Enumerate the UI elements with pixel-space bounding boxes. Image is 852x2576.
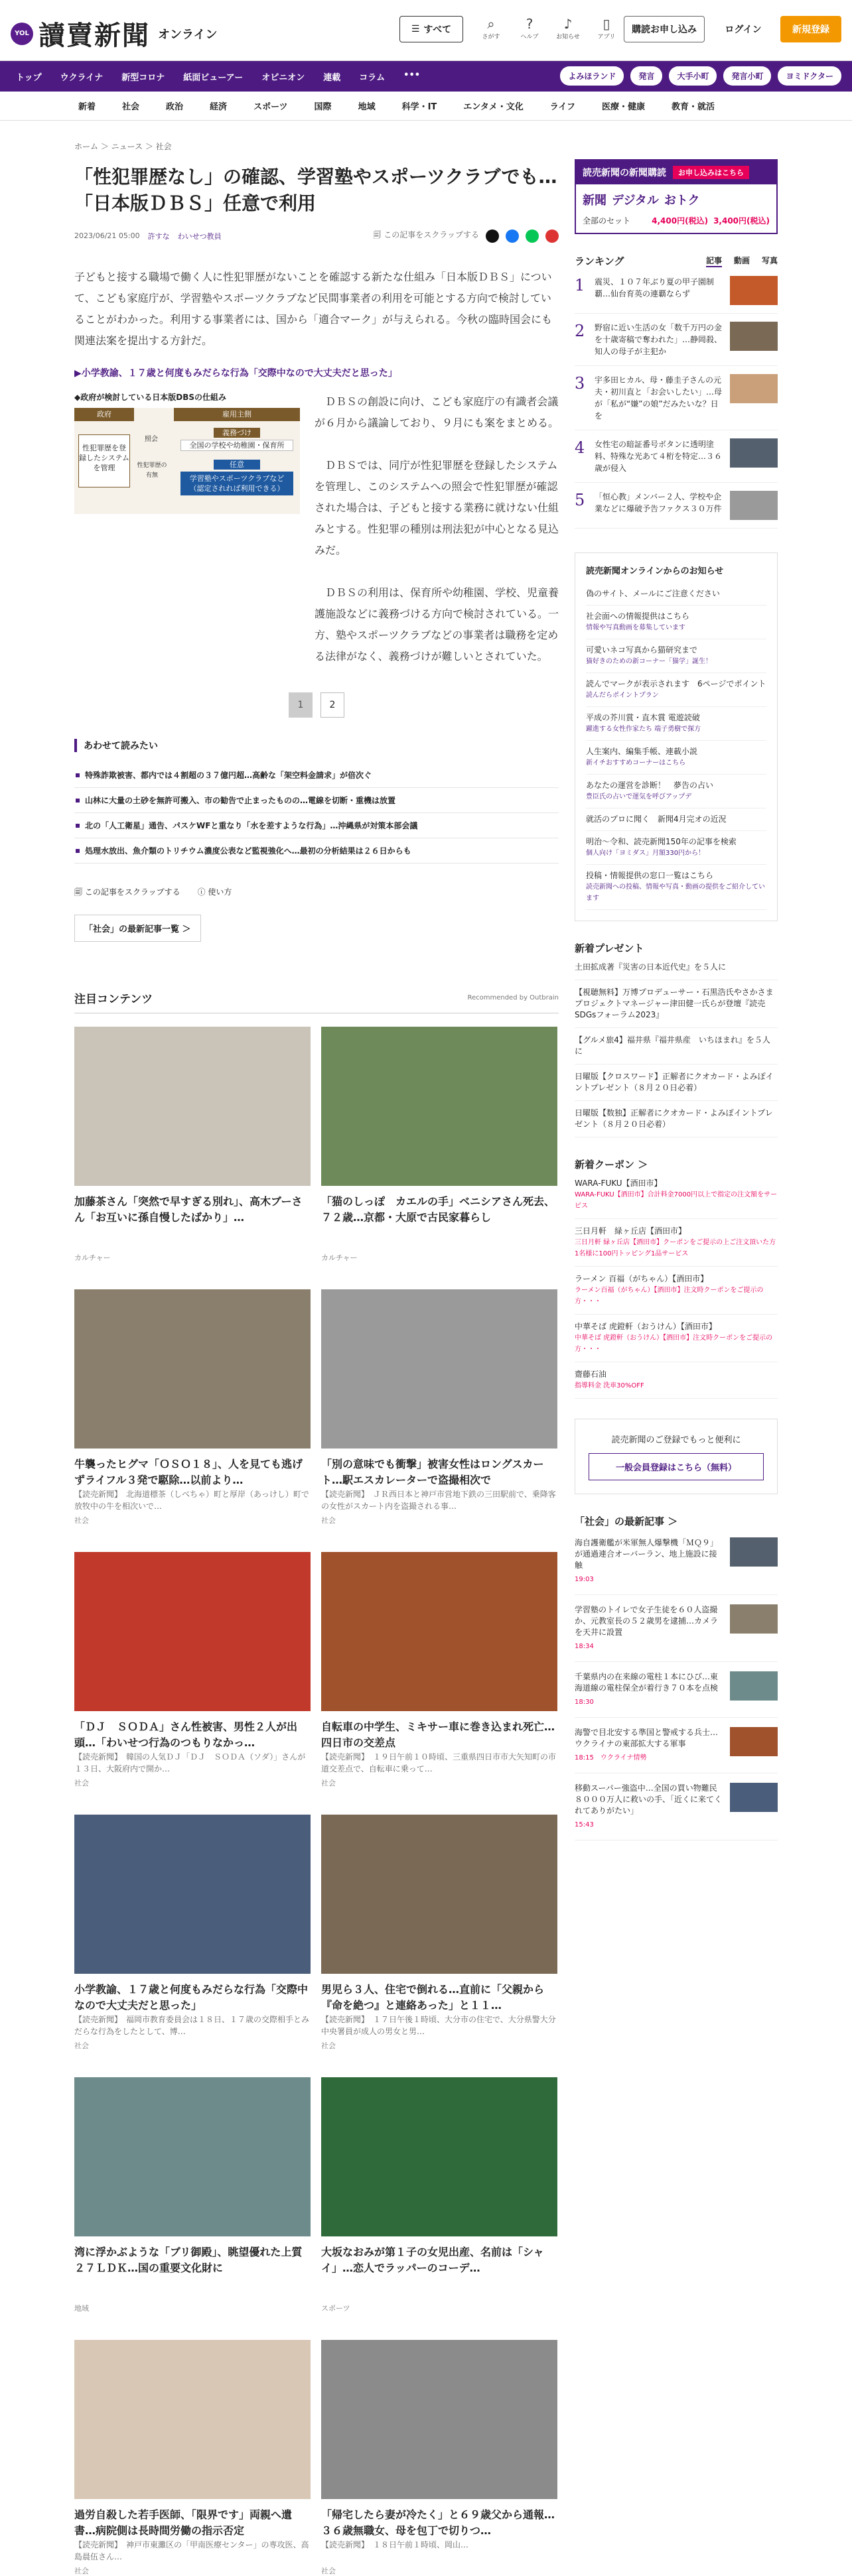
primary-nav-item[interactable]: 連載	[323, 72, 341, 83]
tag-link[interactable]: 許すな	[147, 231, 170, 241]
latest-time: 18:15 ウクライナ情勢	[575, 1754, 647, 1762]
notice-sub: 躍進する女性作家たち 端子勇樹で探方	[586, 726, 701, 733]
notice-sub: 新イチおすすめコーナーはこちら	[586, 759, 686, 767]
promo-head	[576, 161, 776, 184]
primary-nav-pill[interactable]: よみほランド	[560, 66, 624, 86]
primary-nav-item[interactable]: コラム	[359, 72, 386, 83]
latest-title[interactable]: 移動スーパー強盗中…全国の買い物難民８０００万人に救いの手、「近くに来てくれてありがたい」	[575, 1783, 723, 1815]
notice-sub: 読売新聞への投稿、情報や写真・動画の提供をご紹介しています	[586, 883, 765, 902]
ranking-thumbnail[interactable]	[730, 438, 778, 468]
ranking-number: 5	[575, 491, 585, 509]
line-share-icon[interactable]	[526, 229, 539, 243]
latest-title[interactable]: 千葉県内の在来線の電柱１本にひび…東海道線の電柱保全が着行き７０本を点検	[575, 1672, 719, 1693]
latest-text-wrap	[575, 1671, 723, 1708]
latest-title[interactable]: 学習塾のトイレで女子生徒を６０人盗撮か、元教室長の５２歳男を逮捕…カメラを天井に設置	[575, 1605, 719, 1637]
promo-title: 読売新聞の新聞購読	[583, 168, 666, 178]
card-desc: 【読売新聞】 １８日午前１時頃、岡山…	[321, 2540, 469, 2549]
ranking-thumbnail[interactable]	[730, 322, 778, 351]
category-nav-item[interactable]: ライフ	[549, 102, 576, 112]
header-icons	[478, 16, 620, 40]
latest-item[interactable]	[575, 1773, 778, 1840]
dbs-diagram	[74, 408, 300, 514]
promo-set: 全部のセット	[583, 216, 631, 225]
latest-thumbnail[interactable]	[730, 1604, 778, 1634]
reader-registration	[575, 1419, 778, 1494]
present-item[interactable]: 土田拡成著『災害の日本近代史』を５人に	[575, 955, 778, 980]
header-icon-label: お知らせ	[556, 34, 580, 40]
also-read-item[interactable]: 特殊詐欺被害、都内では４割超の３７億円超…高齢な「架空料金請求」が倍次ぐ	[74, 763, 559, 788]
card-title[interactable]: 湾に浮かぶような「ブリ御殿」、眺望優れた上質２７ＬＤＫ…国の重要文化財に	[74, 2246, 303, 2274]
card-category: 社会	[74, 1516, 89, 1525]
diagram-employer-head: 雇用主側	[174, 408, 300, 421]
all-menu-label: すべて	[423, 25, 452, 35]
category-nav-item[interactable]: 医療・健康	[602, 102, 646, 112]
article-column	[74, 133, 559, 2576]
ranking-item[interactable]	[575, 268, 778, 314]
coupon-heading[interactable]: 新着クーポン ＞	[575, 1159, 648, 1171]
card-thumbnail[interactable]	[321, 2340, 557, 2499]
card-thumbnail[interactable]	[74, 1027, 311, 1186]
latest-time: 18:34	[575, 1643, 594, 1650]
subscription-promo[interactable]	[575, 159, 778, 234]
card-thumbnail[interactable]	[321, 1815, 557, 1974]
app-icon: ▯	[603, 16, 610, 32]
present-item[interactable]: 日曜版【クロスワード】正解者にクオカード・よみぽイントプレゼント（８月２０日必着）	[575, 1064, 778, 1101]
card-thumbnail[interactable]	[74, 1815, 311, 1974]
recommend-card[interactable]	[321, 2077, 557, 2313]
card-title[interactable]: 「別の意味でも衝撃」被害女性はロングスカート…駅エスカレーターで盗撮相次で	[321, 1458, 544, 1486]
notice-item[interactable]	[586, 775, 766, 808]
notice-box	[575, 552, 778, 921]
ranking-header	[575, 254, 778, 268]
ranking-list	[575, 268, 778, 529]
diagram-optional-text: 学習塾やスポーツクラブなど（認定されれば利用できる）	[180, 472, 293, 495]
category-nav-item[interactable]: エンタメ・文化	[463, 102, 524, 112]
coupon-item[interactable]	[575, 1219, 778, 1267]
tab-articles[interactable]: 記事	[706, 255, 722, 267]
x-share-icon[interactable]	[486, 229, 499, 243]
article-meta	[74, 229, 559, 243]
scrap-button[interactable]: 🗐 この記事をスクラップする	[74, 887, 180, 897]
also-read-list	[74, 763, 559, 864]
notice-sub: 猫好きのための新コーナー「猫学」誕生！	[586, 658, 712, 665]
notice-title: 偽のサイト、メールにご注意ください	[586, 589, 720, 598]
card-category: 地域	[74, 2304, 89, 2313]
coupon-desc: WARA-FUKU【酒田市】合計料金7000円以上で指定の注文額をサービス	[575, 1191, 778, 1210]
notice-title: 可愛いネコ写真から猫研究まで	[586, 645, 698, 655]
recommend-card[interactable]	[74, 1289, 311, 1525]
scrap-label: この記事をスクラップする	[84, 887, 180, 897]
category-nav-item[interactable]: 政治	[166, 102, 184, 112]
figure-caption: ◆政府が検討している日本版DBSの仕組み	[74, 393, 226, 402]
reader-text: 読売新聞のご登録でもっと便利に	[611, 1435, 741, 1445]
logo-suffix: オンライン	[158, 27, 218, 42]
recommend-card[interactable]	[74, 2340, 311, 2576]
related-link[interactable]: ▶小学教諭、１７歳と何度もみだらな行為「交際中なので大丈夫だと思った」	[74, 368, 397, 379]
scrap-button[interactable]: 🗐 この記事をスクラップする	[373, 230, 479, 239]
header-icon-label: ヘルプ	[520, 34, 539, 40]
tag-link[interactable]: わいせつ教員	[177, 231, 222, 241]
outbrain-label[interactable]: Recommended by Outbrain	[467, 994, 559, 1001]
latest-text-wrap	[575, 1783, 723, 1831]
notice-sub: 読んだらポイントプラン	[586, 692, 659, 699]
card-title[interactable]: 男児ら３人、住宅で倒れる…直前に「父親から『命を絶つ』と連絡あった」と１１…	[321, 1983, 545, 2012]
coupon-title: 中華そば 虎鐙軒（おうけん）【酒田市】	[575, 1322, 717, 1331]
ranking-number: 3	[575, 374, 585, 393]
article-lead: 子どもと接する職場で働く人に性犯罪歴がないことを確認する新たな仕組み「日本版ＤＢＳ」について、こども家庭庁が、学習塾やスポーツクラブなど民間事業者の利用を可能とする方向で検討していることがわかった。利用する事業者には、国から「適合マーク」が与えられる。今秋の臨時国会にも関連法案を提出する方針だ。	[74, 271, 553, 347]
ranking-text[interactable]: 女性宅の暗証番号ボタンに透明塗料、特殊な光あて４桁を特定…３６歳が侵入	[595, 440, 723, 473]
category-nav-item[interactable]: スポーツ	[253, 102, 288, 112]
mail-share-icon[interactable]	[545, 229, 559, 243]
card-thumbnail[interactable]	[74, 1289, 311, 1449]
primary-nav-item[interactable]: 紙面ビューアー	[183, 72, 244, 83]
card-thumbnail[interactable]	[321, 1289, 557, 1449]
article-body	[315, 391, 559, 688]
sidebar	[575, 159, 778, 1840]
coupon-desc: ラーメン百福（がちゃん）【酒田市】注文時クーポンをご提示の方・・・	[575, 1287, 764, 1305]
all-menu-button[interactable]	[399, 16, 463, 42]
ranking-thumbnail[interactable]	[730, 491, 778, 520]
article-paragraph: ＤＢＳでは、同庁が性犯罪歴を登録したシステムを管理し、このシステムへの照会で性犯罪歴が確認された場合は、子どもと接する業務に就けない仕組みとする。性犯罪の種別は刑法犯が中心となる見込みだ。	[315, 459, 559, 556]
card-desc: 【読売新聞】 福岡市教育委員会は１８日、１７歳の交際相手とみだらな行為をしたとして、博…	[74, 2015, 310, 2036]
site-logo[interactable]	[11, 15, 217, 52]
primary-nav	[0, 61, 852, 92]
also-read-item[interactable]: 北の「人工衛星」通告、パスケWFと重なり「水を差すような行為」…沖縄県が対策本部会議	[74, 813, 559, 838]
diagram-mandatory-label: 義務づけ	[214, 428, 260, 438]
coupon-item[interactable]	[575, 1362, 778, 1399]
latest-item[interactable]	[575, 1528, 778, 1595]
category-nav-item[interactable]: 国際	[314, 102, 332, 112]
notice-title: 投稿・情報提供の窓口一覧はこちら	[586, 871, 714, 880]
latest-society-button[interactable]: 「社会」の最新記事一覧 ＞	[74, 915, 201, 942]
recommend-card[interactable]	[321, 2340, 557, 2576]
card-desc	[74, 2276, 311, 2300]
latest-list	[575, 1528, 778, 1840]
breadcrumb[interactable]: ホーム ＞ ニュース ＞ 社会	[74, 142, 172, 151]
latest-heading[interactable]: 「社会」の最新記事 ＞	[575, 1515, 678, 1527]
notice-title: あなたの運営を診断！ 夢告の占い	[586, 781, 714, 790]
header-icon-label: アプリ	[597, 34, 616, 40]
latest-time: 19:03	[575, 1576, 594, 1583]
ranking-item[interactable]	[575, 314, 778, 366]
recommend-header	[74, 990, 559, 1013]
recommend-card[interactable]	[74, 1027, 311, 1263]
recommend-card[interactable]	[321, 1552, 557, 1788]
notice-sub: 情報や写真動画を募集しています	[586, 624, 685, 631]
register-button[interactable]: 新規登録	[780, 16, 841, 42]
category-nav-item[interactable]: 科学・IT	[401, 102, 437, 112]
card-thumbnail[interactable]	[321, 1027, 557, 1186]
notice-item[interactable]	[586, 583, 766, 606]
card-title[interactable]: 牛襲ったヒグマ「ＯＳＯ１８」、人を見ても逃げずライフル３発で駆除…以前より…	[74, 1458, 303, 1486]
also-read-item[interactable]: 山林に大量の土砂を無許可搬入、市の勧告で止まったものの…電線を切断・重機は放置	[74, 788, 559, 813]
ranking-text[interactable]: 宇多田ヒカル、母・藤圭子さんの元夫・初川直と「お会いしたい」…母が「私が“嫌”の娘”だみたいな？日を	[595, 375, 723, 420]
notice-title: 社会面への情報提供はこちら	[586, 612, 690, 621]
article-title: 「性犯罪歴なし」の確認、学習塾やスポーツクラブでも…「日本版ＤＢＳ」任意で利用	[74, 166, 557, 214]
ranking-thumbnail[interactable]	[730, 374, 778, 403]
notice-item[interactable]	[586, 707, 766, 741]
category-nav-item[interactable]: 教育・就活	[672, 102, 715, 112]
latest-item[interactable]	[575, 1718, 778, 1773]
coupon-item[interactable]	[575, 1171, 778, 1219]
card-title[interactable]: 「帰宅したら妻が冷たく」と６９歳父から通報…３６歳無職女、母を包丁で切りつ…	[321, 2508, 555, 2537]
page-1: 1	[289, 692, 313, 718]
notice-sub: 個人向け「ヨミダス」月額330円から！	[586, 850, 705, 857]
latest-thumbnail[interactable]	[730, 1537, 778, 1567]
search-icon: ⌕	[487, 16, 495, 32]
ranking-text[interactable]: 野宿に近い生活の女「数千万円の金を十歳寄稿で奪われた」…静岡殺、知人の母子が主犯か	[595, 323, 723, 356]
coupon-title: 齋藤石油	[575, 1370, 607, 1379]
recommend-grid	[74, 1027, 559, 2576]
diagram-mandatory-text: 全国の学校や幼稚園・保育所	[180, 440, 293, 451]
coupon-title: WARA-FUKU【酒田市】	[575, 1179, 662, 1188]
card-thumbnail[interactable]	[74, 2077, 311, 2236]
primary-nav-item[interactable]: トップ	[16, 72, 42, 83]
also-read-heading: あわせて読みたい	[74, 739, 559, 752]
card-desc: 【読売新聞】 １７日午後１時頃、大分市の住宅で、大分県警大分中央署員が成人の男女と男…	[321, 2015, 556, 2036]
page-2[interactable]: 2	[320, 692, 344, 718]
ranking-heading: ランキング	[575, 255, 624, 267]
yol-badge: YOL	[11, 23, 33, 45]
header-icon-button[interactable]	[478, 16, 504, 40]
card-thumbnail[interactable]	[321, 2077, 557, 2236]
card-desc: 【読売新聞】 韓国の人気ＤＪ「ＤＪ ＳＯＤＡ（ソダ）」さんが１３日、大阪府内で開か…	[74, 1752, 306, 1773]
latest-thumbnail[interactable]	[730, 1727, 778, 1756]
ranking-number: 2	[575, 322, 585, 340]
card-category: カルチャー	[74, 1254, 111, 1262]
howto-link[interactable]: ⓘ 使い方	[197, 887, 232, 897]
article-paragraph: ＤＢＳの利用は、保育所や幼稚園、学校、児童養護施設などに義務づける方向で検討されている。一方、塾やスポーツクラブなどの事業者は職務を定める法律がなく、義務づけが難しいとされていた。	[315, 586, 559, 663]
recommend-card[interactable]	[321, 1027, 557, 1263]
promo-plan: デジタル	[612, 194, 659, 208]
header-icon-button[interactable]	[555, 16, 581, 40]
card-category: 社会	[321, 1516, 336, 1525]
promo-price: 3,400円(税込)	[713, 216, 770, 225]
card-title[interactable]: 加藤茶さん「突然で早すぎる別れ」、高木ブーさん「お互いに孫自慢したばかり」…	[74, 1195, 303, 1224]
article-figure-block	[74, 391, 559, 688]
notice-item[interactable]	[586, 639, 766, 673]
tab-videos[interactable]: 動画	[733, 256, 750, 265]
primary-nav-pill[interactable]: 大手小町	[669, 66, 717, 86]
card-desc	[74, 1226, 311, 1250]
category-nav-item[interactable]: 経済	[210, 102, 228, 112]
card-category: 社会	[74, 1779, 89, 1787]
header-icon-button[interactable]	[516, 16, 543, 40]
diagram-gov-box: 性犯罪歴を登録したシステムを管理	[78, 434, 130, 487]
card-category: 社会	[321, 1779, 336, 1787]
reader-register-button[interactable]: 一般会員登録はこちら（無料）	[589, 1453, 764, 1480]
recommend-card[interactable]	[321, 1289, 557, 1525]
card-desc: 【読売新聞】 神戸市東灘区の「甲南医療センター」の専攻医、高島晨伍さん…	[74, 2540, 309, 2561]
category-nav	[0, 92, 852, 121]
tab-photos[interactable]: 写真	[761, 256, 778, 265]
card-thumbnail[interactable]	[74, 1552, 311, 1711]
primary-nav-item[interactable]: オピニオン	[261, 72, 305, 83]
card-thumbnail[interactable]	[321, 1552, 557, 1711]
notice-title: 平成の芥川賞・直木賞 電遊読破	[586, 713, 700, 722]
category-nav-item[interactable]: 新着	[78, 102, 96, 112]
recommend-card[interactable]	[74, 1815, 311, 2051]
card-desc: 【読売新聞】 １９日午前１０時頃、三重県四日市市大矢知町の市道交差点で、自転車に乗って…	[321, 1752, 557, 1773]
latest-item[interactable]	[575, 1662, 778, 1718]
present-list	[575, 955, 778, 1137]
card-category: 社会	[74, 2567, 89, 2575]
ranking-text[interactable]: 「恒心教」メンバー２人、学校や企業などに爆破予告ファクス３０万件	[595, 492, 722, 513]
card-category: 社会	[321, 2567, 336, 2575]
recommend-card[interactable]	[74, 2077, 311, 2313]
diagram-arrow-label: 照会	[145, 436, 158, 443]
header-icon-button[interactable]	[593, 16, 620, 40]
subscribe-button[interactable]: 購読お申し込み	[624, 16, 705, 42]
card-title[interactable]: 「ＤＪ ＳＯＤＡ」さん性被害、男性２人が出頭…「わいせつ行為のつもりなかっ…	[74, 1720, 298, 1749]
promo-prices	[576, 215, 776, 233]
coupon-desc: 中華そば 虎鐙軒（おうけん）【酒田市】注文時クーポンをご提示の方・・・	[575, 1334, 773, 1353]
ranking-tabs	[706, 255, 778, 267]
primary-nav-pill[interactable]: 発言	[630, 66, 662, 86]
card-desc: 【読売新聞】 北海道標茶（しべちゃ）町と厚岸（あっけし）町で放牧中の牛を相次いで…	[74, 1490, 309, 1511]
coupon-item[interactable]	[575, 1267, 778, 1315]
coupon-title: 三日月軒 緑ヶ丘店【酒田市】	[575, 1226, 687, 1236]
latest-text-wrap	[575, 1537, 723, 1585]
ranking-number: 4	[575, 438, 585, 457]
present-item[interactable]: 【視聴無料】万博プロデューサー・石黒浩氏やさかさまプロジェクトマネージャー津田健一氏らが登壇『読売SDGsフォーラム2023』	[575, 980, 778, 1028]
latest-item[interactable]	[575, 1595, 778, 1662]
latest-time: 18:30	[575, 1699, 594, 1706]
notice-heading: 読売新聞オンラインからのお知らせ	[586, 566, 724, 576]
coupon-desc: 三日月軒 緑ヶ丘店【酒田市】クーポンをご提示の上ご注文頂いた方1名様に100円トッピング1品サービス	[575, 1239, 776, 1257]
primary-nav-item[interactable]: •••	[403, 70, 421, 80]
card-desc	[321, 1226, 557, 1250]
latest-thumbnail[interactable]	[730, 1671, 778, 1701]
latest-title[interactable]: 海警で目北安する準国と警戒する兵士…ウクライナの東部拡大する軍事	[575, 1728, 719, 1748]
notice-item[interactable]	[586, 741, 766, 775]
also-read-item[interactable]: 処理水放出、魚介類のトリチウム濃度公表など監視強化へ…最初の分析結果は２６日からも	[74, 838, 559, 864]
card-title[interactable]: 過労自殺した若手医師、「限界です」両親へ遺書…病院側は長時間労働の指示否定	[74, 2508, 293, 2537]
dbs-figure	[74, 391, 300, 688]
latest-text-wrap	[575, 1604, 723, 1652]
ranking-text[interactable]: 震災、１０７年ぶり夏の甲子園制覇…仙台育英の連覇ならず	[595, 277, 715, 298]
article-date: 2023/06/21 05:00	[74, 231, 140, 240]
latest-text-wrap	[575, 1727, 723, 1764]
article-paragraph: ＤＢＳの創設に向け、こども家庭庁の有識者会議が６月から議論しており、９月にも案をまとめる。	[315, 395, 559, 429]
recommend-heading: 注目コンテンツ	[74, 993, 153, 1006]
card-desc: 【読売新聞】 ＪＲ西日本と神戸市営地下鉄の三田駅前で、乗降客の女性がスカート内を盗撮される事…	[321, 1490, 556, 1511]
ranking-item[interactable]	[575, 366, 778, 430]
promo-plan: おトク	[664, 194, 700, 208]
card-category: スポーツ	[321, 2304, 350, 2313]
header-icon-label: さがす	[482, 34, 500, 40]
coupon-title: ラーメン 百福（がちゃん）【酒田市】	[575, 1274, 709, 1283]
notice-item[interactable]	[586, 865, 766, 910]
diagram-reply-label: 性犯罪歴の有無	[137, 462, 167, 479]
ranking-number: 1	[575, 276, 585, 294]
card-category: カルチャー	[321, 1254, 358, 1262]
ranking-item[interactable]	[575, 483, 778, 529]
card-desc	[321, 2276, 557, 2300]
notice-title: 読んでマークが表示されます 6ページでポイント	[586, 679, 766, 688]
present-item[interactable]: 日曜版【数独】正解者にクオカード・よみぽイントプレゼント（８月２０日必着）	[575, 1101, 778, 1137]
latest-thumbnail[interactable]	[730, 1783, 778, 1812]
card-title[interactable]: 小学教諭、１７歳と何度もみだらな行為「交際中なので大丈夫だと思った」	[74, 1983, 309, 2012]
help-icon: ?	[526, 16, 533, 32]
notice-title: 人生案内、編集手帳、連載小説	[586, 747, 698, 756]
present-item[interactable]: 【グルメ旅4】福井県『福井県産 いちほまれ』を５人に	[575, 1028, 778, 1064]
notice-item[interactable]	[586, 808, 766, 831]
facebook-share-icon[interactable]	[506, 229, 519, 243]
card-title[interactable]: 「猫のしっぽ カエルの手」ベニシアさん死去、７２歳…京都・大原で古民家暮らし	[321, 1195, 555, 1224]
primary-nav-pill[interactable]: ヨミドクター	[778, 66, 841, 86]
latest-time: 15:43	[575, 1821, 594, 1829]
card-category: 社会	[321, 2041, 336, 2050]
hamburger-icon: ☰	[411, 24, 420, 34]
login-button[interactable]: ログイン	[725, 25, 762, 35]
promo-plan: 新聞	[583, 194, 606, 208]
coupon-list	[575, 1171, 778, 1399]
article-footer-tools	[74, 886, 559, 900]
howto-label: 使い方	[208, 887, 232, 897]
card-category: 社会	[74, 2041, 89, 2050]
notice-sub: 豊臣氏の占いで運気を呼びアップデ	[586, 793, 692, 801]
notice-item[interactable]	[586, 831, 766, 865]
bell-icon: ♪	[563, 16, 573, 32]
site-header	[0, 0, 852, 61]
category-nav-item[interactable]: 社会	[122, 102, 140, 112]
primary-nav-item[interactable]: 新型コロナ	[121, 72, 165, 83]
coupon-desc: 指導料金 洗車30%OFF	[575, 1382, 644, 1389]
scrap-label: この記事をスクラップする	[384, 230, 479, 239]
promo-price: 4,400円(税込)	[652, 216, 709, 225]
promo-badge: お申し込みはこちら	[673, 166, 749, 179]
notice-item[interactable]	[586, 606, 766, 639]
notice-title: 就活のプロに聞く 新聞4月完オの近況	[586, 814, 727, 824]
promo-body	[576, 184, 776, 215]
primary-nav-item[interactable]: ウクライナ	[60, 72, 104, 83]
scrap-area	[373, 229, 559, 243]
card-title[interactable]: 大坂なおみが第１子の女児出産、名前は「シャイ」…恋人でラッパーのコーデ…	[321, 2246, 544, 2274]
notice-item[interactable]	[586, 673, 766, 707]
present-heading: 新着プレゼント	[575, 942, 644, 954]
notice-title: 明治〜令和、読売新聞150年の記事を検索	[586, 837, 737, 846]
recommend-card[interactable]	[74, 1552, 311, 1788]
pagination	[74, 692, 559, 718]
logo-name: 讀賣新聞	[38, 20, 150, 51]
recommend-card[interactable]	[321, 1815, 557, 2051]
latest-title[interactable]: 海自護衛艦が米軍無人爆撃機「ＭＱ９」が通過連合オーバーラン、地上施設に接触	[575, 1538, 719, 1570]
diagram-optional-label: 任意	[214, 460, 260, 470]
coupon-item[interactable]	[575, 1315, 778, 1362]
diagram-gov-head: 政府	[74, 408, 134, 421]
category-nav-item[interactable]: 地域	[358, 102, 376, 112]
primary-nav-pill[interactable]: 発言小町	[723, 66, 771, 86]
card-thumbnail[interactable]	[74, 2340, 311, 2499]
ranking-thumbnail[interactable]	[730, 276, 778, 305]
ranking-item[interactable]	[575, 430, 778, 483]
card-title[interactable]: 自転車の中学生、ミキサー車に巻き込まれ死亡…四日市の交差点	[321, 1720, 555, 1749]
